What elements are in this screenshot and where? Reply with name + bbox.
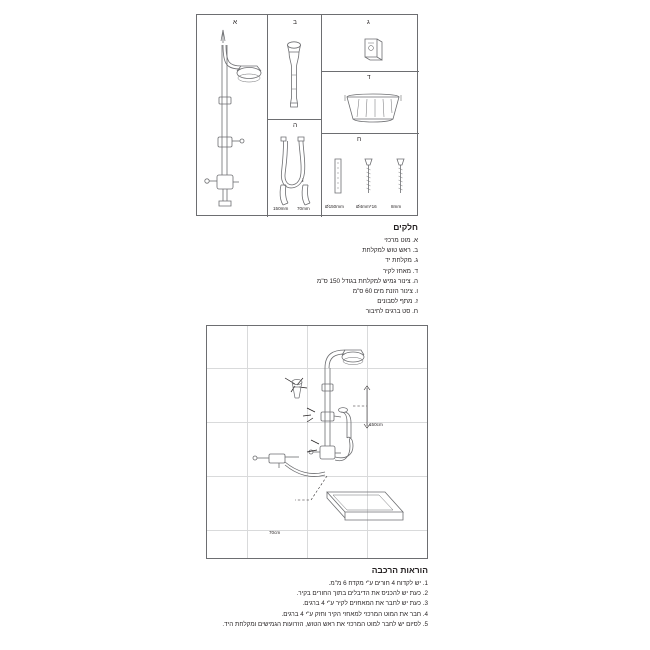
installed-shower-drawing [207,326,428,559]
dimension-anchor-2: Ø4mm*16 [356,204,377,209]
parts-list-item: ח. סט ברגים לחיבור [365,308,418,316]
scene-note-distance: 70cm [269,530,281,535]
parts-list-item: ו. צינור הזנת מים 60 ס"מ [352,287,418,295]
grid-divider-horizontal-2 [321,133,419,134]
instructions-title: הוראות הרכבה [371,565,428,575]
instruction-item: 2. כעת יש להכניס את הדיבלים בתוך החורים בקיר. [296,590,428,598]
installation-instructions [196,565,428,630]
dimension-hose-70: 70mm [297,206,310,211]
parts-list-item: ג. מקלחת יד [385,257,418,265]
parts-exploded-diagram [196,14,418,216]
parts-list-item: ה. צינור גמיש למקלחת בגודל 150 ס"מ [317,277,418,285]
instruction-item: 3. כעת יש לחבר את המאחזים לקיר ע"י 4 ברגים. [302,600,428,608]
part-label-g: ח [357,136,362,143]
instruction-item: 5. לסיום יש לחבר למוט המרכזי את ראש הטוש, הזרועות הגמישים ומקלחת היד. [222,620,428,628]
grid-divider-horizontal-1 [321,71,419,72]
instruction-item: 4. חבר את המוט המרכזי למאחזי הקיר וחזק ע"י 4 ברגים. [281,610,428,618]
part-label-d: ד [367,74,371,81]
dimension-hose-150: 150mm [273,206,289,211]
parts-list [196,222,418,318]
part-label-b: ב [293,19,297,26]
grid-divider-vertical-2 [321,15,322,217]
part-label-a: א [233,19,238,26]
installation-scene [206,325,428,559]
dimension-anchor-1: Ø150mm [325,204,344,209]
screws-anchors-drawing [325,155,415,201]
parts-list-title: חלקים [393,222,418,232]
part-label-e: ה [293,122,298,129]
shower-column-drawing [201,25,267,211]
hand-shower-drawing [277,37,311,111]
dimension-anchor-3: 8mm [391,204,402,209]
parts-list-item: ז. מתף לסבונים [377,298,418,306]
part-label-f: ו [302,177,304,184]
grid-divider-vertical-1 [267,15,268,217]
shower-tray-drawing [343,85,403,125]
parts-list-item: ד. מאחז לקיר [382,267,418,275]
parts-list-item: א. מוט מרכזי [384,237,418,245]
wall-bracket-drawing [357,33,389,65]
instruction-item: 1. יש לקדוח 4 חורים ע"י מקדח 6 מ"מ. [328,580,428,588]
scene-note-height: 150cm [369,422,383,427]
part-label-c: ג [367,19,370,26]
parts-list-item: ב. ראש טוש למקלחת [362,247,418,255]
grid-divider-horizontal-3 [267,119,321,120]
